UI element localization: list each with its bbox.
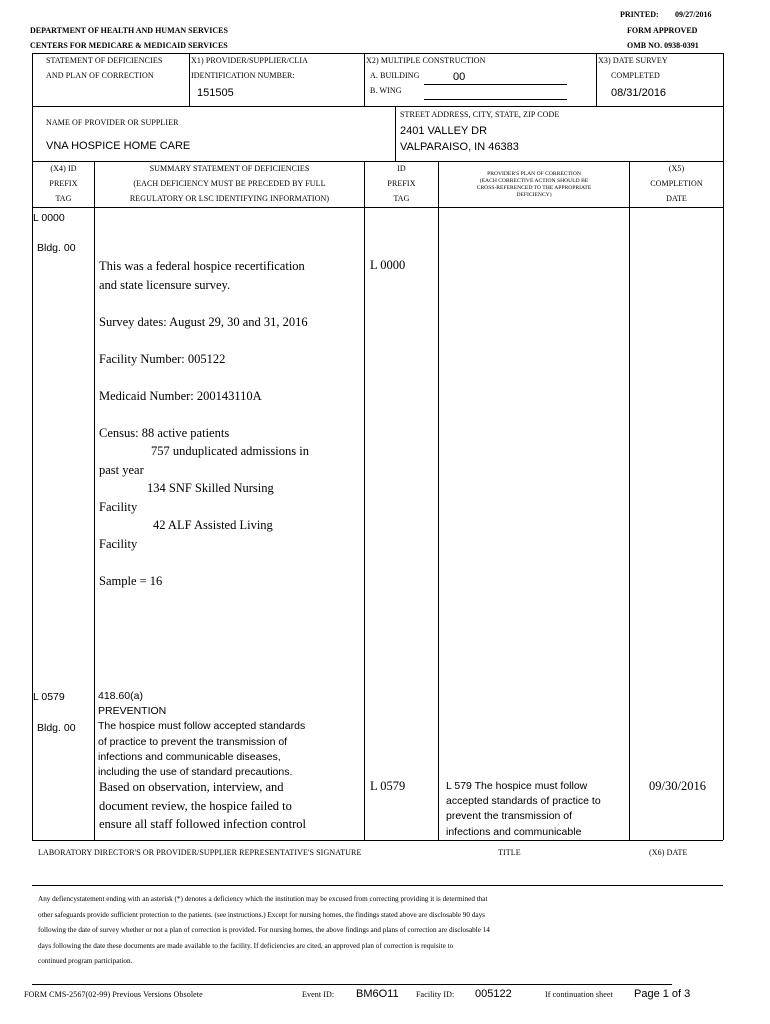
row2-bldg: Bldg. 00	[37, 722, 76, 734]
survey-date: 08/31/2016	[611, 87, 667, 99]
summary-line: Sample = 16	[99, 573, 163, 588]
disclaimer-line: other safeguards provide sufficient protection to the patients. (see instructions.) Except for nursing homes, the findings stated above are disclosable 90 days	[38, 910, 485, 919]
row2-plan	[446, 779, 628, 840]
row1-tag: L 0000	[33, 212, 65, 224]
plan-line: infections and communicable	[446, 825, 582, 838]
id-header: TAG	[393, 194, 410, 203]
address-label: STREET ADDRESS, CITY, STATE, ZIP CODE	[400, 110, 560, 119]
x4-header: PREFIX	[49, 179, 78, 188]
plan-line: L 579 The hospice must follow	[446, 780, 588, 792]
printed-label: PRINTED:	[620, 10, 659, 19]
grid-line	[94, 161, 95, 840]
plan-header-line: (EACH CORRECTIVE ACTION SHOULD BE	[479, 178, 589, 184]
facility-id-label: Facility ID:	[416, 990, 455, 999]
page-number: Page 1 of 3	[634, 988, 691, 1000]
x3-label: COMPLETED	[611, 71, 660, 80]
finding-line: ensure all staff followed infection control	[99, 817, 306, 831]
row2-completion-date: 09/30/2016	[649, 779, 706, 793]
regulation-line: The hospice must follow accepted standards	[98, 720, 306, 733]
regulation-line: PREVENTION	[98, 705, 167, 718]
summary-line: Facility	[99, 499, 138, 514]
disclaimer-line: days following the date these documents are made available to the facility. If deficiencies are cited, an approved plan of correction is requisite to	[38, 941, 454, 950]
summary-line: Census: 88 active patients	[99, 425, 230, 440]
grid-line	[32, 106, 723, 107]
summary-header: (EACH DEFICIENCY MUST BE PRECEDED BY FULL	[133, 179, 326, 188]
row1-summary	[99, 257, 361, 590]
grid-line	[364, 53, 365, 106]
x1-label: IDENTIFICATION NUMBER:	[191, 71, 295, 80]
row1-bldg: Bldg. 00	[37, 242, 76, 254]
id-header: ID	[397, 164, 406, 173]
plan-line: prevent the transmission of	[446, 810, 573, 823]
disclaimer	[38, 892, 723, 970]
address-line2: VALPARAISO, IN 46383	[400, 141, 519, 153]
regulation-line: infections and communicable diseases,	[98, 750, 281, 763]
title-label: TITLE	[498, 848, 521, 857]
grid-line	[438, 161, 439, 840]
x5-header: (X5)	[668, 164, 685, 173]
summary-line	[99, 553, 361, 572]
x1-label: X1) PROVIDER/SUPPLIER/CLIA	[191, 56, 309, 65]
signature-label: LABORATORY DIRECTOR'S OR PROVIDER/SUPPLIER REPRESENTATIVE'S SIGNATURE	[38, 848, 362, 857]
summary-line: past year	[99, 462, 144, 477]
finding-line: Based on observation, interview, and	[99, 780, 284, 794]
summary-line	[99, 368, 361, 387]
disclaimer-line: continued program participation.	[38, 957, 133, 965]
row2-id-tag: L 0579	[370, 779, 406, 793]
summary-line	[99, 331, 361, 350]
row2-tag: L 0579	[33, 691, 65, 703]
disclaimer-line: following the date of survey whether or not a plan of correction is provided. For nursing homes, the above findings and plans of correction are disclosable 14	[38, 926, 490, 934]
printed-date: 09/27/2016	[675, 10, 712, 19]
grid-line	[723, 53, 724, 840]
grid-line	[395, 106, 396, 161]
summary-line	[99, 405, 361, 424]
provider-label: NAME OF PROVIDER OR SUPPLIER	[46, 118, 179, 127]
event-id-value: BM6O11	[356, 988, 399, 1000]
grid-line	[32, 161, 723, 162]
wing-label: B. WING	[370, 86, 402, 95]
x5-header: COMPLETION	[650, 179, 703, 188]
summary-line	[99, 294, 361, 313]
grid-line	[596, 53, 597, 106]
x3-label: X3) DATE SURVEY	[598, 56, 668, 65]
finding-line: document review, the hospice failed to	[99, 798, 292, 813]
summary-line: 42 ALF Assisted Living	[153, 518, 273, 532]
grid-line	[629, 161, 630, 840]
continuation-label: If continuation sheet	[545, 990, 613, 999]
building-underline	[424, 84, 567, 85]
regulation-line: of practice to prevent the transmission of	[98, 735, 288, 748]
omb-number: OMB NO. 0938-0391	[627, 41, 699, 50]
summary-line: This was a federal hospice recertification	[99, 259, 305, 273]
building-value: 00	[453, 71, 466, 83]
signature-underline	[32, 885, 723, 886]
summary-header: SUMMARY STATEMENT OF DEFICIENCIES	[149, 164, 310, 173]
summary-line: Facility	[99, 536, 138, 551]
summary-line: Survey dates: August 29, 30 and 31, 2016	[99, 314, 308, 329]
x4-header: TAG	[55, 194, 72, 203]
footer-rule	[32, 984, 672, 985]
plan-header	[439, 171, 629, 199]
provider-name: VNA HOSPICE HOME CARE	[46, 140, 191, 152]
row2-regulation	[98, 689, 360, 780]
plan-header-line: CROSS-REFERENCED TO THE APPROPRIATE	[476, 185, 592, 191]
building-label: A. BUILDING	[370, 71, 420, 80]
grid-line	[32, 53, 723, 54]
x2-label: X2) MULTIPLE CONSTRUCTION	[366, 56, 486, 65]
plan-line: accepted standards of practice to	[446, 795, 601, 808]
regulation-line: 418.60(a)	[98, 690, 143, 702]
clia-number: 151505	[197, 87, 234, 99]
grid-line	[32, 207, 723, 208]
date-label: (X6) DATE	[649, 848, 688, 857]
summary-line: 134 SNF Skilled Nursing	[147, 481, 274, 495]
x5-header: DATE	[666, 194, 687, 203]
wing-underline	[424, 99, 567, 100]
summary-line: Facility Number: 005122	[99, 351, 226, 366]
id-header: PREFIX	[387, 179, 416, 188]
statement-label: AND PLAN OF CORRECTION	[46, 71, 154, 80]
summary-line: 757 unduplicated admissions in	[151, 444, 309, 458]
form-number: FORM CMS-2567(02-99) Previous Versions Obsolete	[24, 990, 203, 999]
grid-line	[32, 840, 723, 841]
event-id-label: Event ID:	[302, 990, 335, 999]
summary-header: REGULATORY OR LSC IDENTIFYING INFORMATION)	[129, 194, 330, 203]
row2-finding	[99, 778, 361, 834]
grid-line	[364, 161, 365, 840]
disclaimer-line: Any defiencystatement ending with an asterisk (*) denotes a deficiency which the institution may be excused from correcting providing it is determined that	[38, 895, 488, 903]
form-approved: FORM APPROVED	[627, 26, 698, 35]
plan-header-line: DEFICIENCY)	[516, 192, 552, 198]
statement-label: STATEMENT OF DEFICIENCIES	[46, 56, 163, 65]
address-line1: 2401 VALLEY DR	[400, 125, 488, 137]
plan-header-line: PROVIDER'S PLAN OF CORRECTION	[487, 171, 581, 177]
cms-title: CENTERS FOR MEDICARE & MEDICAID SERVICES	[30, 41, 228, 50]
row1-id-tag: L 0000	[370, 258, 406, 272]
department-title: DEPARTMENT OF HEALTH AND HUMAN SERVICES	[30, 26, 228, 35]
summary-line: Medicaid Number: 200143110A	[99, 388, 262, 403]
x4-header: (X4) ID	[50, 164, 77, 173]
grid-line	[189, 53, 190, 106]
facility-id-value: 005122	[475, 988, 512, 1000]
summary-line: and state licensure survey.	[99, 277, 231, 292]
regulation-line: including the use of standard precautions.	[98, 766, 293, 779]
